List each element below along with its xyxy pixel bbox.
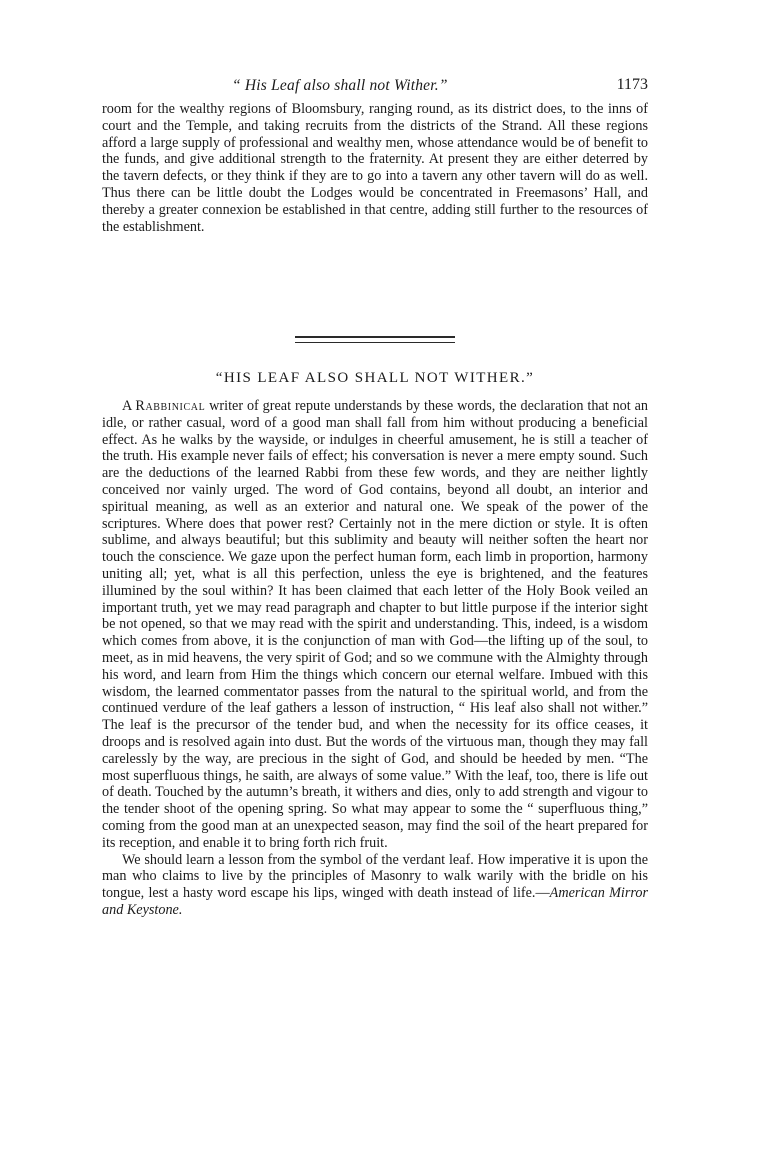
paragraph-2-text: We should learn a lesson from the symbol of the verdant leaf. How imperative it is upon the man who claims to live by the principles of Masonry to walk warily with the bridle on his tongue, lest a hasty word escape his lips, winged with death instead of life.— [102,851,648,902]
article-title: “HIS LEAF ALSO SHALL NOT WITHER.” [215,370,535,386]
continued-paragraph [102,101,648,235]
paragraph-1-text: writer of great repute understands by these words, the declaration that not an idle, or rather casual, word of a good man shall fall from him without producing a beneficial effect. As he walks by the wayside, or indulges in cheerful amusement, he is still a teacher of the truth. His example never fails of effect; his conversation is never a mere empty sound. Such are the deductions of the learned Rabbi from these few words, and they are neither lightly conceived nor vainly urged. The word of God contains, beyond all doubt, an interior and spiritual meaning, as well as an exterior and natural one. We speak of the power of the scriptures. Where does that power rest? Certainly not in the mere diction or style. It is often sublime, and always beautiful; but this sublimity and beauty will neither soften the heart nor touch the conscience. We gaze upon the perfect human form, each limb in proportion, harmony uniting all; yet, what is all this perfection, unless the eye is brightened, and the features illumined by the soul within? It has been claimed that each letter of the Holy Book veiled an important truth, yet we may read paragraph and chapter to but little purpose if the interior sight be not opened, so that we may read with the spirit and understanding. This, indeed, is a wisdom which comes from above, it is the conjunction of man with God—the lifting up of the soul, to meet, as in mid heavens, the very spirit of God; and so we commune with the Almighty through his word, and learn from Him the things which concern our eternal welfare. Imbued with this wisdom, the learned commentator passes from the natural to the spiritual world, and from the continued verdure of the leaf gathers a lesson of instruction, “ His leaf also shall not wither.” The leaf is the precursor of the tender bud, and when the necessity for its office ceases, it droops and is resolved again into dust. But the words of the virtuous man, though they may fall carelessly by the way, are precious in the sight of God, and should be heeded by men. “The most superfluous things, he saith, are always of some value.” With the leaf, too, there is life out of death. Touched by the autumn’s breath, it withers and dies, only to add strength and vigour to the tender shoot of the opening spring. So what may appear to some the “ superfluous thing,” coming from the good man at an unexpected season, may find the soil of the heart prepared for its reception, and enable it to bring forth rich fruit. [102,398,648,851]
paragraph-opening-word: A [122,398,132,414]
article-paragraph-1 [102,398,648,852]
article-body [102,398,648,919]
source-citation: American Mirror and Keystone. [102,885,648,918]
article-paragraph-2 [102,852,648,919]
page-number: 1173 [616,76,648,93]
small-caps-word: Rabbinical [135,398,206,414]
continued-text: room for the wealthy regions of Bloomsbury, ranging round, as its district does, to the inns of court and the Temple, and taking recruits from the districts of the Strand. All these regions afford a large supply of professional and wealthy men, whose attendance would be of benefit to the funds, and give additional strength to the fraternity. At present they are either deterred by the tavern defects, or they think if they are to go into a tavern any other tavern will do as well. Thus there can be little doubt the Lodges would be concentrated in Freemasons’ Hall, and thereby a greater connexion be established in that centre, adding still further to the resources of the establishment. [102,101,648,235]
running-head [102,77,648,99]
section-divider [295,336,455,343]
running-title: “ His Leaf also shall not Wither.” [232,77,448,94]
